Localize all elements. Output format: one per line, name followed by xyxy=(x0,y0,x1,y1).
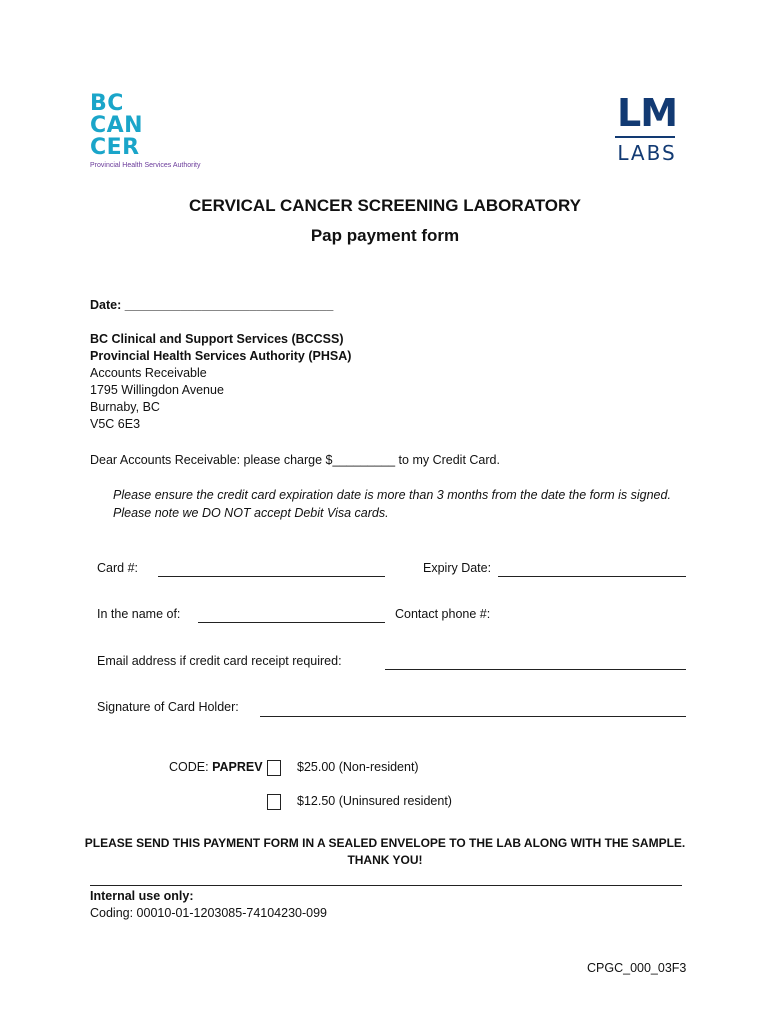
note-debit: Please note we DO NOT accept Debit Visa cards. xyxy=(113,506,389,520)
payment-code-value: PAPREV xyxy=(212,760,263,774)
address-dept: Accounts Receivable xyxy=(90,366,207,380)
note-expiry: Please ensure the credit card expiration date is more than 3 months from the date the form is signed. xyxy=(113,488,671,502)
address-org-2: Provincial Health Services Authority (PHSA) xyxy=(90,349,352,363)
signature-label: Signature of Card Holder: xyxy=(97,700,239,714)
date-label: Date: ______________________________ xyxy=(90,298,334,312)
email-field[interactable] xyxy=(385,669,686,670)
lm-labs-logo xyxy=(612,93,682,178)
send-instructions: PLEASE SEND THIS PAYMENT FORM IN A SEALED ENVELOPE TO THE LAB ALONG WITH THE SAMPLE. xyxy=(84,836,686,850)
card-number-field[interactable] xyxy=(158,576,385,577)
payment-code xyxy=(169,760,263,774)
thank-you-text: THANK YOU! xyxy=(347,853,423,867)
expiry-date-field[interactable] xyxy=(498,576,686,577)
lm-labs-logo-bottom: LABS xyxy=(617,141,677,165)
bc-cancer-logo-line-1: BC xyxy=(90,91,124,116)
bc-cancer-logo xyxy=(90,93,220,178)
uninsured-resident-option-label: $12.50 (Uninsured resident) xyxy=(297,794,452,808)
bc-cancer-logo-line-3: CER xyxy=(90,135,140,160)
non-resident-option-label: $25.00 (Non-resident) xyxy=(297,760,419,774)
non-resident-checkbox[interactable] xyxy=(267,760,281,776)
card-number-label: Card #: xyxy=(97,561,138,575)
cardholder-name-field[interactable] xyxy=(198,622,385,623)
form-id: CPGC_000_03F3 xyxy=(587,961,687,975)
bc-cancer-logo-subtitle: Provincial Health Services Authority xyxy=(90,162,201,169)
internal-coding: Coding: 00010-01-1203085-74104230-099 xyxy=(90,906,328,920)
address-city: Burnaby, BC xyxy=(90,400,160,414)
address-postal: V5C 6E3 xyxy=(90,417,141,431)
uninsured-resident-checkbox[interactable] xyxy=(267,794,281,810)
charge-text: Dear Accounts Receivable: please charge $_________ to my Credit Card. xyxy=(90,453,500,467)
page-title: CERVICAL CANCER SCREENING LABORATORY xyxy=(189,196,581,215)
cardholder-name-label: In the name of: xyxy=(97,607,181,621)
lm-labs-logo-rule xyxy=(615,136,675,138)
internal-use-heading: Internal use only: xyxy=(90,889,194,903)
expiry-date-label: Expiry Date: xyxy=(423,561,492,575)
email-label: Email address if credit card receipt required: xyxy=(97,654,342,668)
address-org-1: BC Clinical and Support Services (BCCSS) xyxy=(90,332,344,346)
signature-field[interactable] xyxy=(260,716,686,717)
bc-cancer-logo-line-2: CAN xyxy=(90,113,144,138)
payment-code-label: CODE: xyxy=(169,760,213,774)
contact-phone-label: Contact phone #: xyxy=(395,607,491,621)
internal-divider xyxy=(90,885,682,886)
page-subtitle: Pap payment form xyxy=(310,226,460,245)
lm-labs-logo-top: LM xyxy=(616,91,678,135)
address-street: 1795 Willingdon Avenue xyxy=(90,383,224,397)
